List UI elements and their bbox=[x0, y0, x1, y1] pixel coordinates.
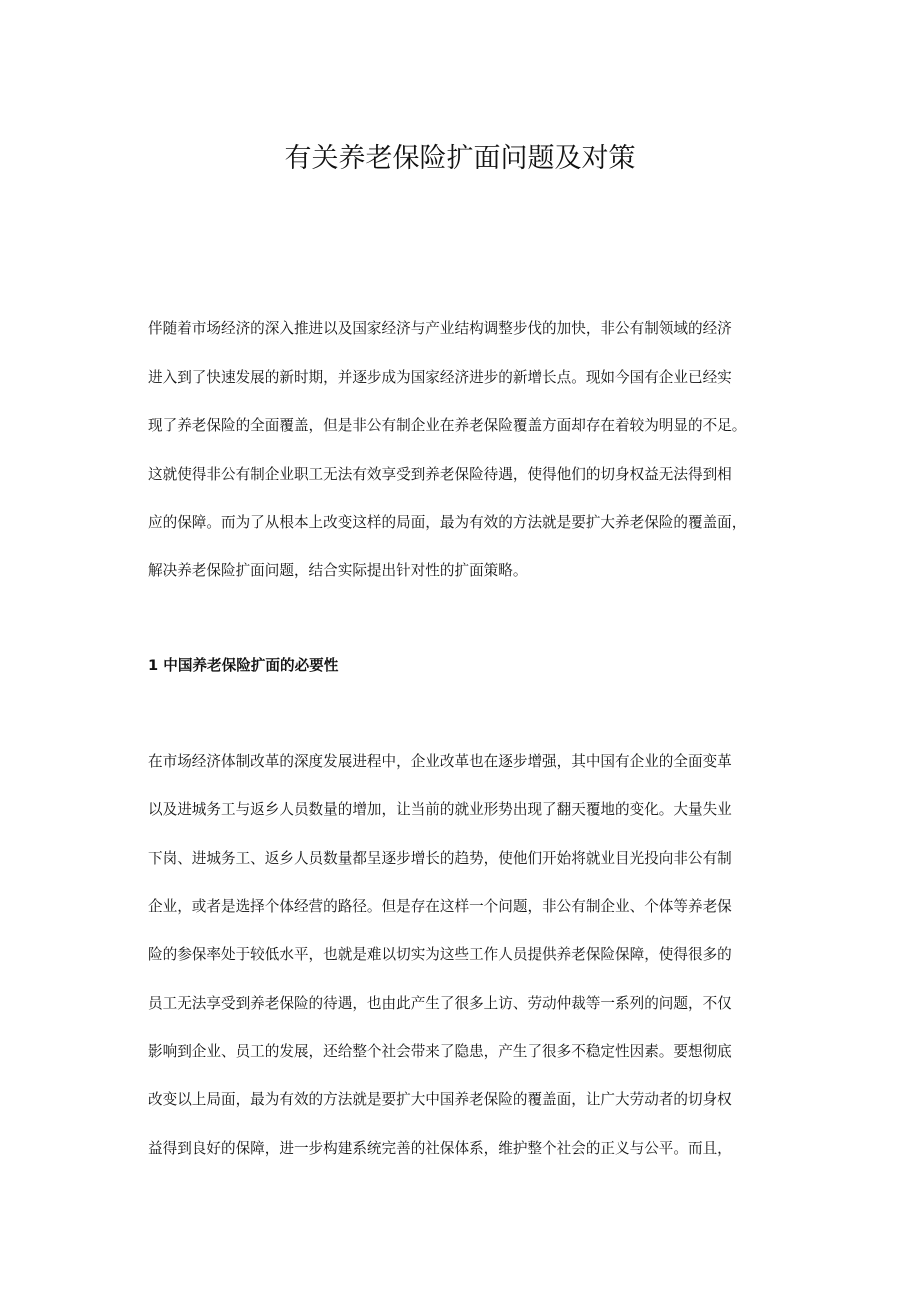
body-line: 益得到良好的保障，进一步构建系统完善的社保体系，维护整个社会的正义与公平。而且， bbox=[148, 1140, 732, 1157]
body-line: 险的参保率处于较低水平，也就是难以切实为这些工作人员提供养老保险保障，使得很多的 bbox=[148, 946, 732, 963]
intro-line: 应的保障。而为了从根本上改变这样的局面，最为有效的方法就是要扩大养老保险的覆盖面， bbox=[148, 514, 747, 531]
intro-line: 解决养老保险扩面问题，结合实际提出针对性的扩面策略。 bbox=[148, 562, 528, 579]
body-line: 影响到企业、员工的发展，还给整个社会带来了隐患，产生了很多不稳定性因素。要想彻底 bbox=[148, 1043, 732, 1060]
intro-line: 现了养老保险的全面覆盖，但是非公有制企业在养老保险覆盖方面却存在着较为明显的不足。 bbox=[148, 417, 747, 434]
intro-line: 进入到了快速发展的新时期，并逐步成为国家经济进步的新增长点。现如今国有企业已经实 bbox=[148, 369, 732, 386]
intro-line: 这就使得非公有制企业职工无法有效享受到养老保险待遇，使得他们的切身权益无法得到相 bbox=[148, 466, 732, 483]
body-line: 员工无法享受到养老保险的待遇，也由此产生了很多上访、劳动仲裁等一系列的问题，不仅 bbox=[148, 995, 732, 1012]
body-line: 下岗、进城务工、返乡人员数量都呈逐步增长的趋势，使他们开始将就业目光投向非公有制 bbox=[148, 850, 732, 867]
body-line: 改变以上局面，最为有效的方法就是要扩大中国养老保险的覆盖面，让广大劳动者的切身权 bbox=[148, 1091, 732, 1108]
document-title: 有关养老保险扩面问题及对策 bbox=[284, 143, 636, 174]
body-line: 以及进城务工与返乡人员数量的增加，让当前的就业形势出现了翻天覆地的变化。大量失业 bbox=[148, 801, 732, 818]
body-line: 在市场经济体制改革的深度发展进程中，企业改革也在逐步增强，其中国有企业的全面变革 bbox=[148, 753, 732, 770]
section-heading: 1 中国养老保险扩面的必要性 bbox=[148, 657, 339, 674]
intro-line: 伴随着市场经济的深入推进以及国家经济与产业结构调整步伐的加快，非公有制领域的经济 bbox=[148, 320, 732, 337]
body-line: 企业，或者是选择个体经营的路径。但是存在这样一个问题，非公有制企业、个体等养老保 bbox=[148, 898, 732, 915]
